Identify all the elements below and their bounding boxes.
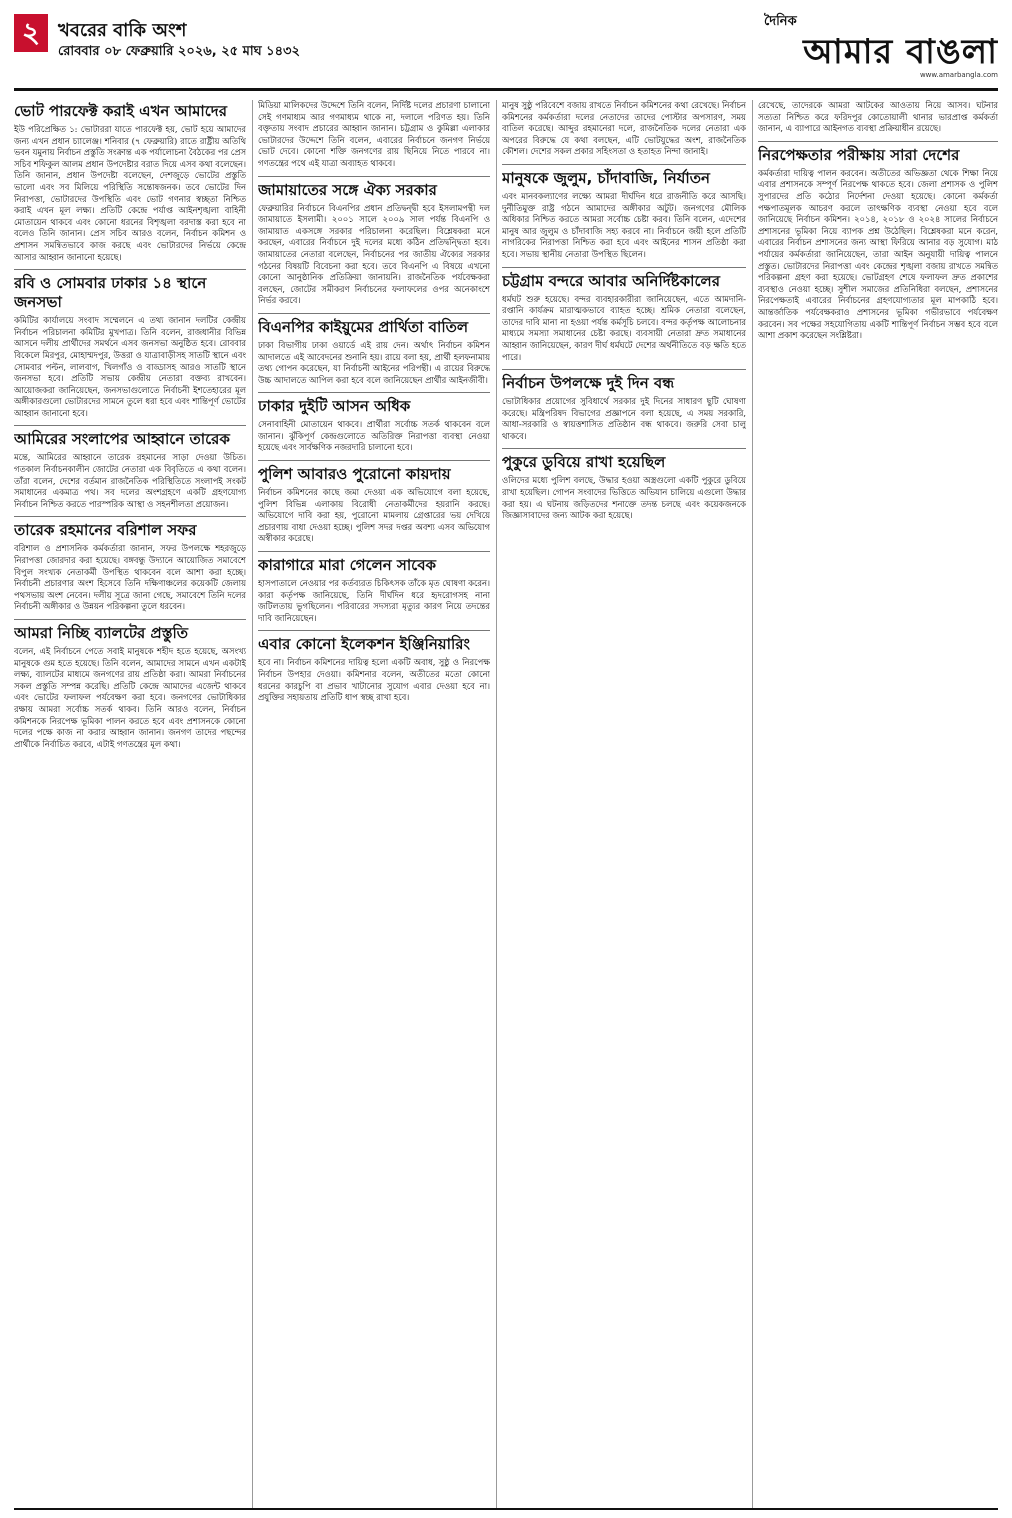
section-title: খবরের বাকি অংশ: [58, 20, 187, 41]
story-body: বরিশাল ও প্রশাসনিক কর্মকর্তারা জানান, সফর উপলক্ষে শহরজুড়ে নিরাপত্তা জোরদার করা হয়েছে। বঙ্গবন্ধু উদ্যানে আয়োজিত সমাবেশে বিপুল সংখ্যক নেতাকর্মী উপস্থিত থাকবেন বলে আশা করা হচ্ছে। নির্বাচনী প্রচারণার অংশ হিসেবে তিনি দক্ষিণাঞ্চলের কয়েকটি জেলায় পথসভায় অংশ নেবেন। দলীয় সূত্রে জানা গেছে, সমাবেশে তিনি দলের নির্বাচনী অঙ্গীকার ও উন্নয়ন পরিকল্পনা তুলে ধরবেন।: [14, 543, 246, 612]
news-story: [258, 630, 490, 703]
story-headline: ঢাকার দুইটি আসন অধিক: [258, 397, 411, 416]
column-divider: [252, 100, 253, 1508]
news-story: [258, 313, 490, 386]
story-headline: নির্বাচন উপলক্ষে দুই দিন বন্ধ: [502, 374, 675, 393]
news-story: [258, 392, 490, 454]
news-story: [502, 267, 746, 364]
story-body: ইউ পরিপ্রেক্ষিত ১: ভোটাররা যাতে পারফেক্ট হয়, ভোট হয়ে আমাদের জন্য এখন প্রধান চ্যালেঞ্জ। শনিবার (৭ ফেব্রুয়ারি) রাতে রাষ্ট্রীয় অতিথি ভবন যমুনায় নির্বাচন প্রস্তুতি সংক্রান্ত এক পর্যালোচনা বৈঠকের পর প্রেস সচিব শফিকুল আলম প্রধান উপদেষ্টার বরাত দিয়ে এসব কথা বলেছেন। তিনি জানান, প্রধান উপদেষ্টা বলেছেন, দেশজুড়ে ভোটের প্রস্তুতি ভালো এবং সব মিলিয়ে পরিস্থিতি সন্তোষজনক। তবে ভোটের দিন নিরাপত্তা, ভোটারদের উপস্থিতি এবং ভোট গণনার স্বচ্ছতা নিশ্চিত করাই এখন মূল লক্ষ্য। প্রতিটি কেন্দ্রে পর্যাপ্ত আইনশৃঙ্খলা বাহিনী মোতায়েন থাকবে এবং কোনো ধরনের বিশৃঙ্খলা বরদাস্ত করা হবে না বলেও তিনি জানান। প্রেস সচিব আরও বলেন, নির্বাচন কমিশন ও প্রশাসন সমন্বিতভাবে কাজ করছে এবং ভোটারদের নির্ভয়ে কেন্দ্রে আসার আহ্বান জানানো হয়েছে।: [14, 124, 246, 262]
news-story: [502, 164, 746, 261]
story-headline: রবি ও সোমবার ঢাকার ১৪ স্থানে জনসভা: [14, 274, 207, 312]
news-story: [14, 425, 246, 510]
story-body: হবে না। নির্বাচন কমিশনের দায়িত্ব হলো একটি অবাধ, সুষ্ঠু ও নিরপেক্ষ নির্বাচন উপহার দেওয়া। কমিশনার বলেন, অতীতের মতো কোনো ধরনের কারচুপি বা প্রভাব খাটানোর সুযোগ এবার দেওয়া হবে না। প্রযুক্তির সহায়তায় প্রতিটি ধাপ স্বচ্ছ রাখা হবে।: [258, 657, 490, 703]
column-divider: [752, 100, 753, 1508]
brand-small: দৈনিক: [764, 14, 797, 29]
story-divider: [258, 630, 490, 631]
news-story: [14, 516, 246, 613]
news-story: [502, 448, 746, 521]
story-divider: [258, 460, 490, 461]
story-body: হাসপাতালে নেওয়ার পর কর্তব্যরত চিকিৎসক তাঁকে মৃত ঘোষণা করেন। কারা কর্তৃপক্ষ জানিয়েছে, তিনি দীর্ঘদিন ধরে হৃদরোগসহ নানা জটিলতায় ভুগছিলেন। পরিবারের সদস্যরা মৃত্যুর কারণ নিয়ে তদন্তের দাবি জানিয়েছেন।: [258, 578, 490, 623]
story-divider: [502, 164, 746, 165]
story-divider: [758, 141, 998, 142]
story-divider: [14, 269, 246, 270]
news-story: [14, 269, 246, 419]
story-divider: [14, 425, 246, 426]
story-body: বলেন, এই নির্বাচনে পেতে সবাই মানুষকে শহীদ হতে হয়েছে, অসংখ্য মানুষকে গুম হতে হয়েছে। তিনি বলেন, আমাদের সামনে এখন একটাই লক্ষ্য, ব্যালটের মাধ্যমে জনগণের রায় প্রতিষ্ঠা করা। আমরা নির্বাচনের সকল প্রস্তুতি সম্পন্ন করেছি। প্রতিটি কেন্দ্রে আমাদের এজেন্ট থাকবে এবং ভোটের ফলাফল পর্যবেক্ষণ করা হবে। জনগণের ভোটাধিকার রক্ষায় আমরা সর্বোচ্চ সতর্ক থাকব। তিনি আরও বলেন, নির্বাচন কমিশনকে নিরপেক্ষ ভূমিকা পালন করতে হবে এবং প্রশাসনকে কোনো দলের পক্ষে কাজ না করার আহ্বান জানান। জনগণ তাদের পছন্দের প্রার্থীকে নির্বাচিত করবে, এটাই গণতন্ত্রের মূল কথা।: [14, 646, 246, 749]
masthead: [14, 8, 998, 100]
story-body: রেখেছে, তাদেরকে আমরা আটকের আওতায় নিয়ে আসব। ঘটনার সত্যতা নিশ্চিত করে ফরিদপুর কোতোয়ালী থানার ভারপ্রাপ্ত কর্মকর্তা জানান, এ ব্যাপারে আইনগত ব্যবস্থা প্রক্রিয়াধীন রয়েছে।: [758, 100, 998, 134]
story-divider: [14, 619, 246, 620]
story-body: এবং মানবকল্যাণের লক্ষ্যে আমরা দীর্ঘদিন ধরে রাজনীতি করে আসছি। দুর্নীতিমুক্ত রাষ্ট্র গঠনে আমাদের অঙ্গীকার অটুট। জনগণের মৌলিক অধিকার নিশ্চিত করতে আমরা সর্বোচ্চ চেষ্টা করব। তিনি বলেন, এদেশের মানুষ আর জুলুম ও চাঁদাবাজি সহ্য করবে না। নির্বাচনে জয়ী হলে প্রতিটি নাগরিকের নিরাপত্তা নিশ্চিত করা হবে এবং আইনের শাসন প্রতিষ্ঠা করা হবে। সভায় স্থানীয় নেতারা উপস্থিত ছিলেন।: [502, 190, 746, 259]
column-3: [502, 100, 746, 1508]
column-2: [258, 100, 490, 1508]
story-divider: [258, 392, 490, 393]
story-headline: আমিরের সংলাপের আহ্বানে তারেক: [14, 430, 230, 449]
story-headline: বিএনপির কাইয়ুমের প্রার্থিতা বাতিল: [258, 317, 469, 336]
brand-logo: [758, 12, 998, 79]
news-story: [14, 619, 246, 750]
news-story: [502, 369, 746, 442]
news-story: [258, 460, 490, 545]
page-number: ২: [14, 14, 48, 52]
story-headline: চট্টগ্রাম বন্দরে আবার অনির্দিষ্টকালের: [502, 271, 720, 290]
story-body: মন্তে, আমিরের আহ্বানে তারেক রহমানের সাড়া দেওয়া উচিত। গতকাল নির্বাচনকালীন জোটের নেতারা এক বিবৃতিতে এ কথা বলেন। তাঁরা বলেন, দেশের বর্তমান রাজনৈতিক পরিস্থিতিতে সংলাপই সংকট সমাধানের একমাত্র পথ। সব দলের অংশগ্রহণে একটি গ্রহণযোগ্য নির্বাচন নিশ্চিত করতে পারস্পরিক আস্থা ও সহনশীলতা প্রয়োজন।: [14, 452, 246, 509]
column-1: [14, 100, 246, 1508]
story-body: সেনাবাহিনী মোতায়েন থাকবে। প্রার্থীরা সর্বোচ্চ সতর্ক থাকবেন বলে জানান। ঝুঁকিপূর্ণ কেন্দ্রগুলোতে অতিরিক্ত নিরাপত্তা ব্যবস্থা নেওয়া হয়েছে এবং সার্বক্ষণিক নজরদারি চালানো হবে।: [258, 419, 490, 453]
news-story: [758, 100, 998, 135]
story-headline: মানুষকে জুলুম, চাঁদাবাজি, নির্যাতন: [502, 168, 710, 187]
news-story: [258, 176, 490, 307]
story-divider: [502, 267, 746, 268]
news-story: [258, 100, 490, 170]
story-divider: [14, 516, 246, 517]
story-headline: এবার কোনো ইলেকশন ইঞ্জিনিয়ারিং: [258, 635, 470, 654]
story-headline: কারাগারে মারা গেলেন সাবেক: [258, 556, 437, 575]
story-body: মিডিয়া মালিকদের উদ্দেশে তিনি বলেন, নির্দিষ্ট দলের প্রচারণা চালানো সেই গণমাধ্যম আর গণমাধ্যম থাকে না, দলালে পরিণত হয়। তিনি বক্তৃতায় সংবাদ প্রচারের আহ্বান জানান। চট্টগ্রাম ও কুমিল্লা এলাকার ভোটারদের উদ্দেশে তিনি বলেন, এবারের নির্বাচনে জনগণ নির্ভয়ে ভোট দেবে। কোনো শক্তি জনগণের রায় ছিনিয়ে নিতে পারবে না। গণতন্ত্রের পথে এই যাত্রা অব্যাহত থাকবে।: [258, 100, 490, 168]
story-body: নির্বাচন কমিশনের কাছে জমা দেওয়া এক অভিযোগে বলা হয়েছে, পুলিশ বিভিন্ন এলাকায় বিরোধী নেতাকর্মীদের হয়রানি করছে। অভিযোগে দাবি করা হয়, পুরোনো মামলায় গ্রেপ্তারের ভয় দেখিয়ে প্রচারণায় বাধা দেওয়া হচ্ছে। পুলিশ সদর দপ্তর অবশ্য এসব অভিযোগ অস্বীকার করেছে।: [258, 487, 490, 544]
story-body: ফেব্রুয়ারির নির্বাচনে বিএনপির প্রধান প্রতিদ্বন্দ্বী হবে ইসলামপন্থী দল জামায়াতে ইসলামী। ২০০১ সালে ২০০৯ সাল পর্যন্ত বিএনপি ও জামায়াত একসঙ্গে সরকার পরিচালনা করেছিল। বিশ্লেষকরা মনে করছেন, এবারের নির্বাচনে দুই দলের মধ্যে কঠিন প্রতিদ্বন্দ্বিতা হবে। জামায়াতের নেতারা বলেছেন, নির্বাচনের পর জাতীয় ঐক্যের সরকার গঠনের বিষয়টি বিবেচনা করা হবে। তবে বিএনপি এ বিষয়ে এখনো কোনো আনুষ্ঠানিক প্রতিক্রিয়া জানায়নি। রাজনৈতিক পর্যবেক্ষকরা বলছেন, জোটের সমীকরণ নির্বাচনের ফলাফলের ওপর অনেকাংশে নির্ভর করবে।: [258, 202, 490, 306]
story-body: ঢাকা বিভাগীয় ঢাকা ওয়ার্ডে এই রায় দেন। অর্থাৎ নির্বাচন কমিশন আদালতে এই আবেদনের শুনানি হয়। রায়ে বলা হয়, প্রার্থী হলফনামায় তথ্য গোপন করেছেন, যা নির্বাচনী আইনের পরিপন্থী। এ রায়ের বিরুদ্ধে উচ্চ আদালতে আপিল করা হবে বলে জানিয়েছেন প্রার্থীর আইনজীবী।: [258, 339, 490, 385]
story-divider: [258, 551, 490, 552]
brand-name: আমার বাঙলা: [803, 32, 998, 72]
footer-rule: [14, 1508, 998, 1510]
story-body: মানুষ সুষ্ঠু পরিবেশে বজায় রাখতে নির্বাচন কমিশনের কথা রেখেছে। নির্বাচন কমিশনের কর্মকর্তারা দলের নেতাদের তাদের পোস্টার অপসারণ, সময় বাতিল করেছে। আব্দুর রহমানেরা দলে, রাজনৈতিক দলের নেতারা এক অপরের বিরুদ্ধে যে কথা বলছেন, এটি ভোটযুদ্ধের অংশ, রাজনৈতিক কৌশল। দেশের সকল প্রকার সহিংসতা ও হতাহত নিন্দা জানাই।: [502, 100, 746, 157]
story-headline: তারেক রহমানের বরিশাল সফর: [14, 521, 197, 540]
story-body: ধর্মঘট শুরু হয়েছে। বন্দর ব্যবহারকারীরা জানিয়েছেন, এতে আমদানি-রপ্তানি কার্যক্রম মারাত্মকভাবে ব্যাহত হচ্ছে। শ্রমিক নেতারা বলেছেন, তাদের দাবি মানা না হওয়া পর্যন্ত কর্মসূচি চলবে। বন্দর কর্তৃপক্ষ আলোচনার মাধ্যমে সমস্যা সমাধানের চেষ্টা করছে। ব্যবসায়ী নেতারা দ্রুত সমাধানের আহ্বান জানিয়েছেন, কারণ দীর্ঘ ধর্মঘটে দেশের অর্থনীতিতে বড় ক্ষতি হতে পারে।: [502, 293, 746, 362]
story-divider: [502, 369, 746, 370]
story-headline: নিরপেক্ষতার পরীক্ষায় সারা দেশের: [758, 145, 960, 164]
story-body: কমিটির কার্যালয়ে সংবাদ সম্মেলনে এ তথ্য জানান দলটির কেন্দ্রীয় নির্বাচন পরিচালনা কমিটির মুখপাত্র। তিনি বলেন, রাজধানীর বিভিন্ন আসনে দলীয় প্রার্থীদের সমর্থনে এসব জনসভা অনুষ্ঠিত হবে। রোববার বিকেলে মিরপুর, মোহাম্মদপুর, উত্তরা ও যাত্রাবাড়ীসহ সাতটি স্থানে এবং সোমবার পল্টন, লালবাগ, খিলগাঁও ও বাড্ডাসহ আরও সাতটি স্থানে জনসভা হবে। প্রতিটি সভায় কেন্দ্রীয় নেতারা বক্তব্য রাখবেন। আয়োজকরা জানিয়েছেন, জনসভাগুলোতে নির্বাচনী ইশতেহারের মূল অঙ্গীকারগুলো ভোটারদের সামনে তুলে ধরা হবে এবং শান্তিপূর্ণ ভোটের আহ্বান জানানো হবে।: [14, 315, 246, 418]
story-headline: পুকুরে ডুবিয়ে রাখা হয়েছিল: [502, 453, 666, 472]
story-divider: [258, 176, 490, 177]
brand-url: www.amarbangla.com: [919, 71, 998, 79]
story-headline: জামায়াতের সঙ্গে ঐক্য সরকার: [258, 180, 437, 199]
issue-date: রোববার ০৮ ফেব্রুয়ারি ২০২৬, ২৫ মাঘ ১৪৩২: [58, 44, 300, 59]
story-headline: আমরা নিচ্ছি ব্যালটের প্রস্তুতি: [14, 624, 189, 642]
news-story: [502, 100, 746, 158]
column-4: [758, 100, 998, 1508]
news-story: [258, 551, 490, 624]
story-body: কর্মকর্তারা দায়িত্ব পালন করবেন। অতীতের অভিজ্ঞতা থেকে শিক্ষা নিয়ে এবার প্রশাসনকে সম্পূর্ণ নিরপেক্ষ থাকতে হবে। জেলা প্রশাসক ও পুলিশ সুপারদের প্রতি কঠোর নির্দেশনা দেওয়া হয়েছে। কোনো কর্মকর্তা পক্ষপাতমূলক আচরণ করলে তাৎক্ষণিক ব্যবস্থা নেওয়া হবে বলে জানিয়েছে নির্বাচন কমিশন। ২০১৪, ২০১৮ ও ২০২৪ সালের নির্বাচনে প্রশাসনের ভূমিকা নিয়ে ব্যাপক প্রশ্ন উঠেছিল। বিশ্লেষকরা মনে করেন, এবারের নির্বাচন প্রশাসনের জন্য আস্থা ফিরিয়ে আনার বড় সুযোগ। মাঠ পর্যায়ের কর্মকর্তারা জানিয়েছেন, তারা আইন অনুযায়ী দায়িত্ব পালনে প্রস্তুত। ভোটারদের নিরাপত্তা এবং কেন্দ্রের শৃঙ্খলা বজায় রাখতে সমন্বিত পরিকল্পনা গ্রহণ করা হয়েছে। ভোটগ্রহণ শেষে ফলাফল দ্রুত প্রকাশের ব্যবস্থাও নেওয়া হচ্ছে। সুশীল সমাজের প্রতিনিধিরা বলছেন, প্রশাসনের নিরপেক্ষতাই এবারের নির্বাচনের গ্রহণযোগ্যতার মূল মাপকাঠি হবে। আন্তর্জাতিক পর্যবেক্ষকরাও প্রশাসনের ভূমিকা গভীরভাবে পর্যবেক্ষণ করবেন। সব পক্ষের সহযোগিতায় একটি শান্তিপূর্ণ নির্বাচন সম্ভব হবে বলে আশা প্রকাশ করেছেন সংশ্লিষ্টরা।: [758, 167, 998, 341]
story-divider: [258, 313, 490, 314]
news-story: [758, 141, 998, 342]
story-headline: ভোট পারফেক্ট করাই এখন আমাদের: [14, 102, 227, 120]
story-body: ভোটাধিকার প্রয়োগের সুবিধার্থে সরকার দুই দিনের সাধারণ ছুটি ঘোষণা করেছে। মন্ত্রিপরিষদ বিভাগের প্রজ্ঞাপনে বলা হয়েছে, এ সময় সরকারি, আধা-সরকারি ও স্বায়ত্তশাসিত প্রতিষ্ঠান বন্ধ থাকবে। জরুরি সেবা চালু থাকবে।: [502, 396, 746, 441]
news-story: [14, 102, 246, 263]
story-body: ওলিদের মধ্যে পুলিশ বলছে, উদ্ধার হওয়া অস্ত্রগুলো একটি পুকুরে ডুবিয়ে রাখা হয়েছিল। গোপন সংবাদের ভিত্তিতে অভিযান চালিয়ে এগুলো উদ্ধার করা হয়। এ ঘটনায় জড়িতদের শনাক্তে তদন্ত চলছে এবং কয়েকজনকে জিজ্ঞাসাবাদের জন্য আটক করা হয়েছে।: [502, 475, 746, 521]
header-rule: [14, 88, 998, 91]
story-headline: পুলিশ আবারও পুরোনো কায়দায়: [258, 465, 451, 484]
column-divider: [496, 100, 497, 1508]
story-divider: [502, 448, 746, 449]
